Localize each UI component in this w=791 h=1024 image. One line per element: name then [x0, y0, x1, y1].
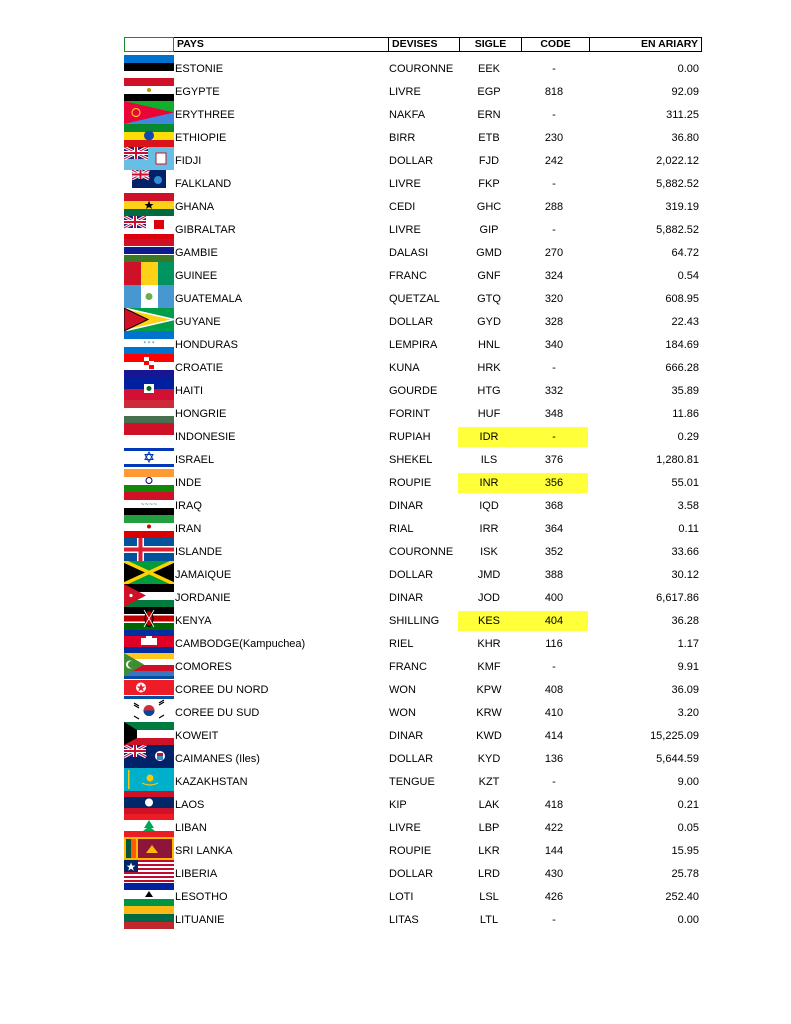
currency-symbol: IDR	[458, 427, 520, 447]
currency-symbol: FKP	[478, 178, 500, 190]
currency-name: RIEL	[389, 638, 414, 650]
ariary-rate: 25.78	[671, 868, 699, 880]
currency-symbol: KRW	[476, 707, 502, 719]
currency-name: COURONNE	[389, 63, 454, 75]
kenya-flag	[124, 607, 174, 630]
country-name: INDONESIE	[175, 431, 236, 443]
ariary-rate: 0.29	[677, 431, 699, 443]
country-name: GUYANE	[175, 316, 221, 328]
country-name: COREE DU SUD	[175, 707, 260, 719]
currency-code: -	[552, 224, 556, 236]
currency-code: 348	[544, 408, 564, 420]
currency-code: 410	[544, 707, 564, 719]
table-row	[124, 837, 702, 860]
table-row	[124, 538, 702, 561]
currency-symbol: KWD	[476, 730, 502, 742]
currency-code: 426	[544, 891, 564, 903]
lebanon-flag	[124, 814, 174, 837]
country-name: FALKLAND	[175, 178, 232, 190]
guyane-flag	[124, 308, 174, 331]
country-name: JORDANIE	[175, 592, 231, 604]
currency-symbol: KPW	[476, 684, 502, 696]
table-row	[124, 653, 702, 676]
country-name: KENYA	[175, 615, 212, 627]
currency-name: RIAL	[389, 523, 414, 535]
falkland-flag	[124, 170, 174, 193]
country-name: CAMBODGE(Kampuchea)	[175, 638, 306, 650]
ghana-flag	[124, 193, 174, 216]
currency-code: 144	[544, 845, 564, 857]
currency-code: 352	[544, 546, 564, 558]
egypt-flag	[124, 78, 174, 101]
country-name: GUINEE	[175, 270, 218, 282]
ariary-rate: 36.80	[671, 132, 699, 144]
ariary-rate: 3.58	[677, 500, 699, 512]
currency-name: DOLLAR	[389, 868, 434, 880]
currency-symbol: KHR	[477, 638, 501, 650]
currency-code: -	[520, 427, 588, 447]
currency-code: 320	[544, 293, 564, 305]
table-row	[124, 446, 702, 469]
table-row	[124, 331, 702, 354]
ariary-rate: 1,280.81	[656, 454, 699, 466]
ariary-rate: 252.40	[665, 891, 699, 903]
currency-symbol: GYD	[477, 316, 501, 328]
ariary-rate: 0.11	[678, 523, 699, 535]
table-row	[124, 906, 702, 929]
currency-name: COURONNE	[389, 546, 454, 558]
currency-symbol: LKR	[478, 845, 500, 857]
country-name: CROATIE	[175, 362, 224, 374]
currency-name: NAKFA	[389, 109, 426, 121]
ariary-rate: 9.91	[677, 661, 699, 673]
currency-name: FRANC	[389, 661, 427, 673]
guatemala-flag	[124, 285, 174, 308]
country-name: COMORES	[175, 661, 232, 673]
currency-name: GOURDE	[389, 385, 438, 397]
svg-text:* * *: * * *	[143, 341, 155, 347]
ariary-rate: 64.72	[671, 247, 699, 259]
table-row	[124, 400, 702, 423]
currency-name: LIVRE	[389, 86, 421, 98]
currency-code: 356	[520, 473, 588, 493]
currency-code: 242	[544, 155, 564, 167]
ariary-rate: 55.01	[671, 477, 699, 489]
country-name: HONGRIE	[175, 408, 227, 420]
currency-symbol: JMD	[477, 569, 501, 581]
iran-flag	[124, 515, 174, 538]
table-row	[124, 377, 702, 400]
table-row	[124, 630, 702, 653]
currency-name: QUETZAL	[389, 293, 440, 305]
ariary-rate: 666.28	[665, 362, 699, 374]
currency-name: DOLLAR	[389, 753, 434, 765]
country-name: CAIMANES (Iles)	[175, 753, 260, 765]
currency-name: LIVRE	[389, 822, 421, 834]
currency-code: 430	[544, 868, 564, 880]
ariary-rate: 5,882.52	[656, 224, 699, 236]
table-row	[124, 124, 702, 147]
currency-symbol: GTQ	[477, 293, 501, 305]
country-name: LIBAN	[175, 822, 207, 834]
ariary-rate: 608.95	[665, 293, 699, 305]
svg-text:~~~~: ~~~~	[140, 502, 158, 508]
header-code: CODE	[521, 38, 589, 51]
table-row	[124, 101, 702, 124]
table-row	[124, 515, 702, 538]
ariary-rate: 36.28	[671, 615, 699, 627]
table-row	[124, 492, 702, 515]
currency-code: 376	[544, 454, 564, 466]
iraq-flag	[124, 492, 174, 515]
currency-symbol: KYD	[477, 753, 501, 765]
ariary-rate: 311.25	[666, 109, 699, 121]
currency-code: 288	[544, 201, 564, 213]
currency-code: 400	[544, 592, 564, 604]
laos-flag	[124, 791, 174, 814]
ethiopia-flag	[124, 124, 174, 147]
currency-name: LEMPIRA	[389, 339, 438, 351]
currency-symbol: LAK	[478, 799, 500, 811]
country-name: HAITI	[175, 385, 204, 397]
liberia-flag	[124, 860, 174, 883]
south-korea-flag	[124, 699, 174, 722]
currency-name: DINAR	[389, 730, 424, 742]
country-name: ISRAEL	[175, 454, 215, 466]
ariary-rate: 2,022.12	[656, 155, 699, 167]
ariary-rate: 22.43	[671, 316, 699, 328]
ariary-rate: 15.95	[671, 845, 699, 857]
table-row	[124, 239, 702, 262]
currency-code: 404	[520, 611, 588, 631]
currency-name: KIP	[389, 799, 407, 811]
ariary-rate: 319.19	[665, 201, 699, 213]
currency-symbol: GIP	[479, 224, 499, 236]
currency-name: DOLLAR	[389, 155, 434, 167]
country-name: ESTONIE	[175, 63, 224, 75]
country-name: JAMAIQUE	[175, 569, 232, 581]
country-name: INDE	[175, 477, 202, 489]
currency-name: DINAR	[389, 592, 424, 604]
currency-name: DINAR	[389, 500, 424, 512]
currency-symbol: KMF	[477, 661, 501, 673]
currency-name: KUNA	[389, 362, 420, 374]
currency-symbol: LSL	[479, 891, 499, 903]
ariary-rate: 3.20	[677, 707, 699, 719]
currency-code: 422	[544, 822, 564, 834]
table-row	[124, 469, 702, 492]
country-name: ERYTHREE	[175, 109, 235, 121]
haiti-flag	[124, 377, 174, 400]
table-row	[124, 354, 702, 377]
currency-symbol: IQD	[479, 500, 499, 512]
country-name: GAMBIE	[175, 247, 218, 259]
currency-code: 136	[544, 753, 564, 765]
country-name: LAOS	[175, 799, 205, 811]
ariary-rate: 0.21	[677, 799, 699, 811]
currency-symbol: GNF	[477, 270, 501, 282]
country-name: HONDURAS	[175, 339, 238, 351]
currency-code: 230	[544, 132, 564, 144]
country-name: SRI LANKA	[175, 845, 233, 857]
currency-name: LOTI	[389, 891, 414, 903]
lithuania-flag	[124, 906, 174, 929]
currency-name: BIRR	[389, 132, 416, 144]
table-row	[124, 55, 702, 78]
currency-symbol: HRK	[477, 362, 501, 374]
ariary-rate: 0.54	[677, 270, 699, 282]
currency-symbol: FJD	[478, 155, 500, 167]
currency-code: 340	[544, 339, 564, 351]
currency-code: 324	[544, 270, 564, 282]
country-name: LITUANIE	[175, 914, 225, 926]
ariary-rate: 0.00	[677, 63, 699, 75]
table-row	[124, 285, 702, 308]
currency-symbol: ISK	[480, 546, 498, 558]
country-name: GUATEMALA	[175, 293, 243, 305]
currency-code: 818	[544, 86, 564, 98]
currency-symbol: IRR	[479, 523, 499, 535]
currency-code: 332	[544, 385, 564, 397]
currency-name: LIVRE	[389, 224, 421, 236]
estonia-flag	[124, 55, 174, 78]
country-name: GIBRALTAR	[175, 224, 236, 236]
currency-code: 270	[544, 247, 564, 259]
country-name: EGYPTE	[175, 86, 220, 98]
country-name: IRAN	[175, 523, 202, 535]
currency-symbol: ILS	[480, 454, 498, 466]
country-name: GHANA	[175, 201, 215, 213]
israel-flag	[124, 446, 174, 469]
table-row	[124, 170, 702, 193]
currency-code: -	[552, 178, 556, 190]
currency-name: CEDI	[389, 201, 416, 213]
cambodia-flag	[124, 630, 174, 653]
guinea-flag	[124, 262, 174, 285]
hungary-flag	[124, 400, 174, 423]
honduras-flag	[124, 331, 174, 354]
table-row	[124, 722, 702, 745]
currency-code: -	[552, 109, 556, 121]
currency-code: 408	[544, 684, 564, 696]
kuwait-flag	[124, 722, 174, 745]
currency-code: 414	[544, 730, 564, 742]
currency-symbol: HTG	[477, 385, 501, 397]
country-name: LESOTHO	[175, 891, 228, 903]
table-row	[124, 262, 702, 285]
currency-symbol: JOD	[478, 592, 500, 604]
table-row	[124, 607, 702, 630]
indonesia-flag	[124, 423, 174, 446]
table-row	[124, 791, 702, 814]
ariary-rate: 11.86	[672, 408, 699, 420]
north-korea-flag	[124, 676, 174, 699]
currency-name: ROUPIE	[389, 477, 432, 489]
gibraltar-flag	[124, 216, 174, 239]
ariary-rate: 35.89	[671, 385, 699, 397]
cayman-flag	[124, 745, 174, 768]
currency-symbol: KZT	[478, 776, 500, 788]
table-row	[124, 216, 702, 239]
currency-code: -	[552, 661, 556, 673]
ariary-rate: 15,225.09	[650, 730, 699, 742]
currency-code: 364	[544, 523, 564, 535]
header-pays: PAYS	[177, 38, 204, 50]
currency-name: DOLLAR	[389, 316, 434, 328]
ariary-rate: 9.00	[677, 776, 699, 788]
header-sigle: SIGLE	[459, 38, 521, 51]
country-name: ISLANDE	[175, 546, 223, 558]
table-row	[124, 423, 702, 446]
croatia-flag	[124, 354, 174, 377]
header-devises: DEVISES	[388, 38, 459, 51]
ariary-rate: 30.12	[671, 569, 699, 581]
jamaica-flag	[124, 561, 174, 584]
table-row	[124, 561, 702, 584]
iceland-flag	[124, 538, 174, 561]
currency-name: WON	[389, 707, 416, 719]
india-flag	[124, 469, 174, 492]
country-name: KAZAKHSTAN	[175, 776, 248, 788]
table-row	[124, 883, 702, 906]
country-name: IRAQ	[175, 500, 202, 512]
currency-symbol: KES	[458, 611, 520, 631]
ariary-rate: 92.09	[671, 86, 699, 98]
table-row	[124, 814, 702, 837]
comoros-flag	[124, 653, 174, 676]
table-row	[124, 147, 702, 170]
eritrea-flag	[124, 101, 174, 124]
currency-name: SHILLING	[389, 615, 440, 627]
currency-symbol: ERN	[477, 109, 501, 121]
country-name: ETHIOPIE	[175, 132, 227, 144]
currency-code: -	[552, 63, 556, 75]
ariary-rate: 5,644.59	[656, 753, 699, 765]
currency-name: DALASI	[389, 247, 429, 259]
ariary-rate: 5,882.52	[656, 178, 699, 190]
currency-name: TENGUE	[389, 776, 435, 788]
gambia-flag	[124, 239, 174, 262]
currency-name: FRANC	[389, 270, 427, 282]
currency-code: -	[552, 776, 556, 788]
currency-symbol: EEK	[477, 63, 500, 75]
currency-symbol: ETB	[478, 132, 500, 144]
ariary-rate: 0.05	[677, 822, 699, 834]
table-row	[124, 768, 702, 791]
table-row	[124, 745, 702, 768]
ariary-rate: 1.17	[677, 638, 699, 650]
currency-symbol: LBP	[478, 822, 500, 834]
country-name: FIDJI	[175, 155, 202, 167]
table-row	[124, 699, 702, 722]
table-header	[124, 37, 702, 52]
header-en-ariary: EN ARIARY	[589, 38, 701, 51]
currency-symbol: LRD	[477, 868, 500, 880]
country-name: COREE DU NORD	[175, 684, 269, 696]
currency-code: 368	[544, 500, 564, 512]
currency-symbol: GMD	[476, 247, 502, 259]
currency-name: LIVRE	[389, 178, 421, 190]
currency-code: 418	[544, 799, 564, 811]
currency-name: FORINT	[389, 408, 430, 420]
currency-symbol: LTL	[479, 914, 499, 926]
currency-symbol: HNL	[477, 339, 500, 351]
kazakhstan-flag	[124, 768, 174, 791]
ariary-rate: 33.66	[671, 546, 699, 558]
ariary-rate: 36.09	[671, 684, 699, 696]
ariary-rate: 184.69	[665, 339, 699, 351]
currency-symbol: HUF	[477, 408, 501, 420]
table-row	[124, 193, 702, 216]
currency-code: -	[552, 362, 556, 374]
ariary-rate: 6,617.86	[656, 592, 699, 604]
currency-code: -	[552, 914, 556, 926]
sri-lanka-flag	[124, 837, 174, 860]
table-row	[124, 676, 702, 699]
table-row	[124, 308, 702, 331]
country-name: LIBERIA	[175, 868, 218, 880]
currency-name: WON	[389, 684, 416, 696]
currency-name: SHEKEL	[389, 454, 433, 466]
currency-name: RUPIAH	[389, 431, 431, 443]
ariary-rate: 0.00	[677, 914, 699, 926]
currency-code: 388	[544, 569, 564, 581]
lesotho-flag	[124, 883, 174, 906]
currency-name: DOLLAR	[389, 569, 434, 581]
currency-code: 116	[545, 638, 563, 650]
currency-symbol: EGP	[477, 86, 501, 98]
fiji-flag	[124, 147, 174, 170]
currency-name: LITAS	[389, 914, 419, 926]
header-flag-cell	[124, 37, 174, 52]
currency-symbol: INR	[458, 473, 520, 493]
currency-code: 328	[544, 316, 564, 328]
country-name: KOWEIT	[175, 730, 219, 742]
jordan-flag	[124, 584, 174, 607]
table-row	[124, 860, 702, 883]
table-row	[124, 584, 702, 607]
currency-symbol: GHC	[476, 201, 502, 213]
currency-name: ROUPIE	[389, 845, 432, 857]
table-row	[124, 78, 702, 101]
